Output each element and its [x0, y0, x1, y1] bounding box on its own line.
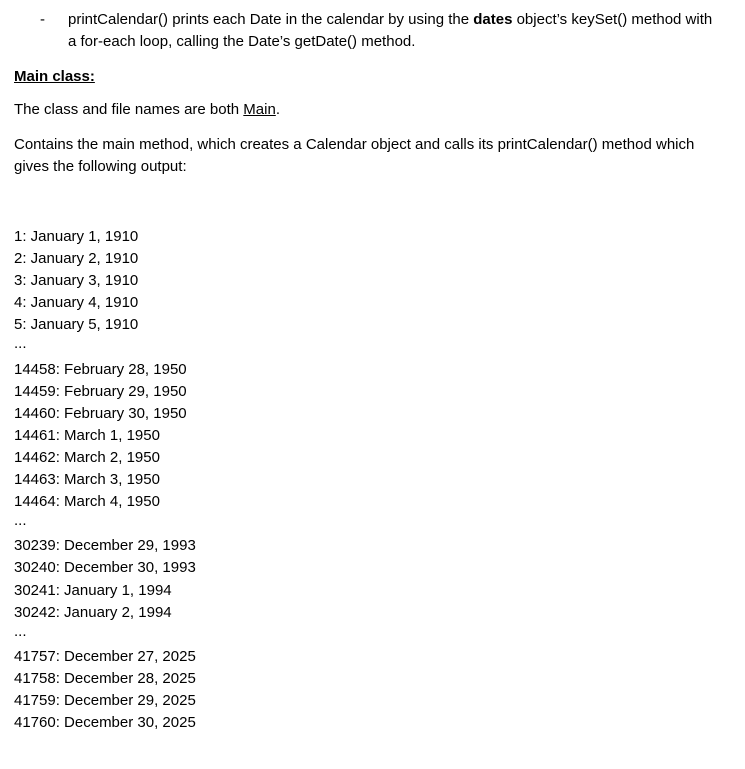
output-line: 14458: February 28, 1950 — [14, 360, 187, 378]
paragraph-class-names — [14, 99, 280, 121]
output-line: 14462: March 2, 1950 — [14, 448, 160, 466]
output-group-2 — [14, 359, 196, 514]
output-ellipsis: ... — [14, 335, 27, 353]
output-ellipsis: ... — [14, 512, 27, 530]
output-group-1 — [14, 226, 196, 336]
bullet-text — [68, 9, 720, 53]
bullet-text-after: object’s keySet() method with a for-each loop, calling the Date’s getDate() method. — [68, 11, 713, 50]
bullet-bold-word: dates — [473, 11, 513, 28]
output-group-3 — [14, 535, 196, 623]
paragraph-main-method: Contains the main method, which creates a Calendar object and calls its printCalendar() method which gives the following output: — [14, 136, 695, 175]
bullet-dash: - — [40, 11, 45, 28]
bullet-text-before: printCalendar() prints each Date in the calendar by using the — [68, 11, 474, 28]
output-ellipsis: ... — [14, 622, 27, 640]
output-line: 41758: December 28, 2025 — [14, 669, 196, 687]
output-line: 41757: December 27, 2025 — [14, 647, 196, 665]
output-line: 3: January 3, 1910 — [14, 272, 139, 290]
output-line: 30241: January 1, 1994 — [14, 581, 172, 599]
output-line: 30239: December 29, 1993 — [14, 537, 196, 555]
program-output — [14, 226, 196, 734]
paragraph-prefix: The class and file names are both — [14, 101, 244, 118]
section-heading: Main class: — [14, 68, 95, 85]
output-line: 14459: February 29, 1950 — [14, 382, 187, 400]
output-line: 14463: March 3, 1950 — [14, 471, 160, 489]
output-line: 30242: January 2, 1994 — [14, 603, 172, 621]
output-line: 41760: December 30, 2025 — [14, 714, 196, 732]
output-line: 30240: December 30, 1993 — [14, 559, 196, 577]
output-line: 14460: February 30, 1950 — [14, 404, 187, 422]
output-line: 2: January 2, 1910 — [14, 250, 139, 268]
output-line: 5: January 5, 1910 — [14, 316, 139, 334]
output-line: 14461: March 1, 1950 — [14, 426, 160, 444]
output-line: 14464: March 4, 1950 — [14, 493, 160, 511]
output-line: 4: January 4, 1910 — [14, 294, 139, 312]
output-line: 41759: December 29, 2025 — [14, 691, 196, 709]
paragraph-underlined-word: Main — [243, 101, 276, 118]
paragraph-suffix: . — [275, 101, 280, 118]
bullet-item — [40, 9, 720, 53]
output-group-4 — [14, 646, 196, 734]
output-line: 1: January 1, 1910 — [14, 228, 139, 245]
